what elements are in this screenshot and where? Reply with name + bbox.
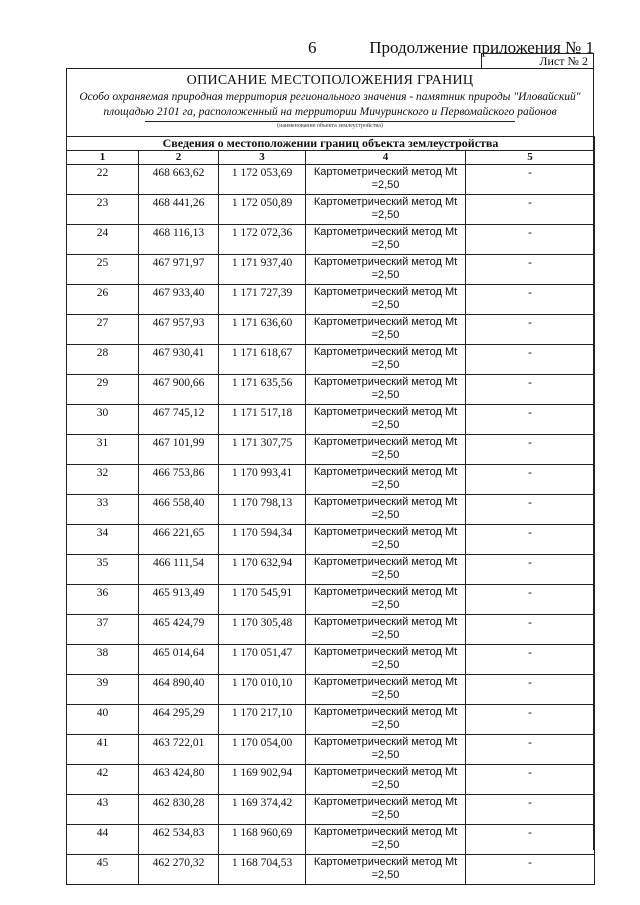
note-cell: -	[466, 165, 595, 195]
table-row	[67, 405, 595, 435]
x-coordinate-cell: 468 116,13	[139, 225, 219, 255]
table-row	[67, 195, 595, 225]
x-coordinate-cell: 467 900,66	[139, 375, 219, 405]
x-coordinate-cell: 466 558,40	[139, 495, 219, 525]
point-number-cell: 31	[67, 435, 139, 465]
x-coordinate-cell: 463 424,80	[139, 765, 219, 795]
precision-text: =2,50	[371, 719, 400, 731]
y-coordinate-cell: 1 170 010,10	[219, 675, 306, 705]
method-cell	[306, 285, 466, 315]
precision-text: =2,50	[371, 809, 400, 821]
precision-text: =2,50	[371, 629, 400, 641]
column-number: 3	[219, 151, 306, 165]
note-cell: -	[466, 375, 595, 405]
method-text: Картометрический метод Mt	[313, 616, 458, 628]
point-number-cell: 36	[67, 585, 139, 615]
y-coordinate-cell: 1 171 937,40	[219, 255, 306, 285]
column-number: 2	[139, 151, 219, 165]
point-number-cell: 25	[67, 255, 139, 285]
precision-text: =2,50	[371, 359, 400, 371]
method-cell	[306, 645, 466, 675]
method-cell	[306, 825, 466, 855]
table-row	[67, 675, 595, 705]
note-cell: -	[466, 405, 595, 435]
precision-text: =2,50	[371, 479, 400, 491]
method-cell	[306, 345, 466, 375]
table-row	[67, 795, 595, 825]
y-coordinate-cell: 1 168 960,69	[219, 825, 306, 855]
note-cell: -	[466, 495, 595, 525]
y-coordinate-cell: 1 172 050,89	[219, 195, 306, 225]
table-row	[67, 435, 595, 465]
sheet-number-box: Лист № 2	[481, 53, 594, 68]
x-coordinate-cell: 463 722,01	[139, 735, 219, 765]
note-cell: -	[466, 765, 595, 795]
method-cell	[306, 165, 466, 195]
precision-text: =2,50	[371, 839, 400, 851]
table-row	[67, 345, 595, 375]
section-title: Сведения о местоположении границ объекта землеустройства	[67, 137, 595, 151]
document-subtitle: Особо охраняемая природная территория регионального значения - памятник природы "Иловайский" площадью 2101 га, расположенный на территории Мичуринского и Первомайского районов	[79, 91, 581, 118]
method-cell	[306, 435, 466, 465]
point-number-cell: 37	[67, 615, 139, 645]
precision-text: =2,50	[371, 869, 400, 881]
x-coordinate-cell: 464 295,29	[139, 705, 219, 735]
method-cell	[306, 315, 466, 345]
table-row	[67, 375, 595, 405]
table-row	[67, 495, 595, 525]
note-cell: -	[466, 585, 595, 615]
precision-text: =2,50	[371, 539, 400, 551]
point-number-cell: 44	[67, 825, 139, 855]
point-number-cell: 38	[67, 645, 139, 675]
method-cell	[306, 195, 466, 225]
note-cell: -	[466, 735, 595, 765]
precision-text: =2,50	[371, 569, 400, 581]
table-row	[67, 855, 595, 885]
x-coordinate-cell: 467 930,41	[139, 345, 219, 375]
y-coordinate-cell: 1 171 618,67	[219, 345, 306, 375]
note-cell: -	[466, 195, 595, 225]
x-coordinate-cell: 465 424,79	[139, 615, 219, 645]
y-coordinate-cell: 1 171 517,18	[219, 405, 306, 435]
table-row	[67, 165, 595, 195]
method-cell	[306, 585, 466, 615]
method-text: Картометрический метод Mt	[313, 286, 458, 298]
point-number-cell: 33	[67, 495, 139, 525]
point-number-cell: 40	[67, 705, 139, 735]
method-cell	[306, 375, 466, 405]
method-text: Картометрический метод Mt	[313, 436, 458, 448]
table-row	[67, 765, 595, 795]
x-coordinate-cell: 467 971,97	[139, 255, 219, 285]
table-row	[67, 645, 595, 675]
note-cell: -	[466, 705, 595, 735]
point-number-cell: 35	[67, 555, 139, 585]
point-number-cell: 27	[67, 315, 139, 345]
table-row	[67, 705, 595, 735]
note-cell: -	[466, 615, 595, 645]
method-text: Картометрический метод Mt	[313, 676, 458, 688]
table-row	[67, 735, 595, 765]
method-cell	[306, 735, 466, 765]
method-text: Картометрический метод Mt	[313, 556, 458, 568]
column-number-row	[67, 151, 595, 165]
y-coordinate-cell: 1 169 374,42	[219, 795, 306, 825]
page-number: 6	[308, 38, 317, 57]
precision-text: =2,50	[371, 329, 400, 341]
method-text: Картометрический метод Mt	[313, 346, 458, 358]
method-text: Картометрический метод Mt	[313, 226, 458, 238]
point-number-cell: 41	[67, 735, 139, 765]
method-text: Картометрический метод Mt	[313, 466, 458, 478]
precision-text: =2,50	[371, 419, 400, 431]
note-cell: -	[466, 555, 595, 585]
method-text: Картометрический метод Mt	[313, 316, 458, 328]
y-coordinate-cell: 1 170 993,41	[219, 465, 306, 495]
point-number-cell: 24	[67, 225, 139, 255]
y-coordinate-cell: 1 170 217,10	[219, 705, 306, 735]
precision-text: =2,50	[371, 389, 400, 401]
note-cell: -	[466, 855, 595, 885]
note-cell: -	[466, 285, 595, 315]
x-coordinate-cell: 467 101,99	[139, 435, 219, 465]
point-number-cell: 23	[67, 195, 139, 225]
method-cell	[306, 555, 466, 585]
precision-text: =2,50	[371, 239, 400, 251]
point-number-cell: 39	[67, 675, 139, 705]
method-cell	[306, 465, 466, 495]
method-cell	[306, 705, 466, 735]
note-cell: -	[466, 345, 595, 375]
point-number-cell: 42	[67, 765, 139, 795]
method-text: Картометрический метод Mt	[313, 706, 458, 718]
note-cell: -	[466, 645, 595, 675]
method-text: Картометрический метод Mt	[313, 796, 458, 808]
precision-text: =2,50	[371, 449, 400, 461]
point-number-cell: 26	[67, 285, 139, 315]
y-coordinate-cell: 1 171 635,56	[219, 375, 306, 405]
method-cell	[306, 615, 466, 645]
y-coordinate-cell: 1 171 307,75	[219, 435, 306, 465]
note-cell: -	[466, 225, 595, 255]
precision-text: =2,50	[371, 509, 400, 521]
method-text: Картометрический метод Mt	[313, 376, 458, 388]
method-text: Картометрический метод Mt	[313, 586, 458, 598]
column-number: 1	[67, 151, 139, 165]
table-row	[67, 615, 595, 645]
x-coordinate-cell: 462 270,32	[139, 855, 219, 885]
point-number-cell: 34	[67, 525, 139, 555]
x-coordinate-cell: 468 441,26	[139, 195, 219, 225]
precision-text: =2,50	[371, 779, 400, 791]
x-coordinate-cell: 467 745,12	[139, 405, 219, 435]
y-coordinate-cell: 1 168 704,53	[219, 855, 306, 885]
y-coordinate-cell: 1 171 636,60	[219, 315, 306, 345]
table-row	[67, 255, 595, 285]
y-coordinate-cell: 1 170 632,94	[219, 555, 306, 585]
precision-text: =2,50	[371, 599, 400, 611]
method-cell	[306, 225, 466, 255]
method-cell	[306, 795, 466, 825]
precision-text: =2,50	[371, 179, 400, 191]
point-number-cell: 30	[67, 405, 139, 435]
precision-text: =2,50	[371, 299, 400, 311]
method-text: Картометрический метод Mt	[313, 196, 458, 208]
note-cell: -	[466, 255, 595, 285]
table-row	[67, 555, 595, 585]
y-coordinate-cell: 1 170 054,00	[219, 735, 306, 765]
method-text: Картометрический метод Mt	[313, 166, 458, 178]
x-coordinate-cell: 466 753,86	[139, 465, 219, 495]
note-cell: -	[466, 435, 595, 465]
document-frame	[66, 68, 594, 881]
method-text: Картометрический метод Mt	[313, 826, 458, 838]
method-text: Картометрический метод Mt	[313, 526, 458, 538]
x-coordinate-cell: 464 890,40	[139, 675, 219, 705]
column-number: 4	[306, 151, 466, 165]
point-number-cell: 29	[67, 375, 139, 405]
appendix-continuation-label: Продолжение приложения № 1	[369, 38, 594, 57]
note-cell: -	[466, 675, 595, 705]
y-coordinate-cell: 1 171 727,39	[219, 285, 306, 315]
y-coordinate-cell: 1 172 053,69	[219, 165, 306, 195]
method-cell	[306, 495, 466, 525]
method-text: Картометрический метод Mt	[313, 646, 458, 658]
subtitle-caption: (наименование объекта землеустройства)	[145, 121, 515, 131]
method-text: Картометрический метод Mt	[313, 856, 458, 868]
table-row	[67, 315, 595, 345]
note-cell: -	[466, 465, 595, 495]
method-text: Картометрический метод Mt	[313, 766, 458, 778]
method-text: Картометрический метод Mt	[313, 736, 458, 748]
y-coordinate-cell: 1 170 051,47	[219, 645, 306, 675]
method-text: Картометрический метод Mt	[313, 496, 458, 508]
point-number-cell: 28	[67, 345, 139, 375]
document-title: ОПИСАНИЕ МЕСТОПОЛОЖЕНИЯ ГРАНИЦ	[186, 73, 474, 88]
precision-text: =2,50	[371, 749, 400, 761]
note-cell: -	[466, 315, 595, 345]
y-coordinate-cell: 1 169 902,94	[219, 765, 306, 795]
x-coordinate-cell: 465 014,64	[139, 645, 219, 675]
x-coordinate-cell: 468 663,62	[139, 165, 219, 195]
y-coordinate-cell: 1 172 072,36	[219, 225, 306, 255]
method-cell	[306, 525, 466, 555]
table-row	[67, 825, 595, 855]
method-cell	[306, 675, 466, 705]
point-number-cell: 32	[67, 465, 139, 495]
point-number-cell: 45	[67, 855, 139, 885]
x-coordinate-cell: 462 534,83	[139, 825, 219, 855]
note-cell: -	[466, 795, 595, 825]
method-cell	[306, 855, 466, 885]
table-row	[67, 225, 595, 255]
precision-text: =2,50	[371, 269, 400, 281]
column-number: 5	[466, 151, 595, 165]
x-coordinate-cell: 462 830,28	[139, 795, 219, 825]
point-number-cell: 43	[67, 795, 139, 825]
table-row	[67, 525, 595, 555]
method-cell	[306, 255, 466, 285]
precision-text: =2,50	[371, 689, 400, 701]
note-cell: -	[466, 825, 595, 855]
y-coordinate-cell: 1 170 798,13	[219, 495, 306, 525]
x-coordinate-cell: 467 933,40	[139, 285, 219, 315]
x-coordinate-cell: 466 111,54	[139, 555, 219, 585]
y-coordinate-cell: 1 170 545,91	[219, 585, 306, 615]
table-row	[67, 285, 595, 315]
method-text: Картометрический метод Mt	[313, 256, 458, 268]
x-coordinate-cell: 466 221,65	[139, 525, 219, 555]
x-coordinate-cell: 465 913,49	[139, 585, 219, 615]
y-coordinate-cell: 1 170 594,34	[219, 525, 306, 555]
point-number-cell: 22	[67, 165, 139, 195]
table-row	[67, 585, 595, 615]
y-coordinate-cell: 1 170 305,48	[219, 615, 306, 645]
note-cell: -	[466, 525, 595, 555]
table-row	[67, 465, 595, 495]
precision-text: =2,50	[371, 659, 400, 671]
method-text: Картометрический метод Mt	[313, 406, 458, 418]
boundary-coordinates-table	[66, 136, 595, 885]
x-coordinate-cell: 467 957,93	[139, 315, 219, 345]
method-cell	[306, 765, 466, 795]
precision-text: =2,50	[371, 209, 400, 221]
method-cell	[306, 405, 466, 435]
